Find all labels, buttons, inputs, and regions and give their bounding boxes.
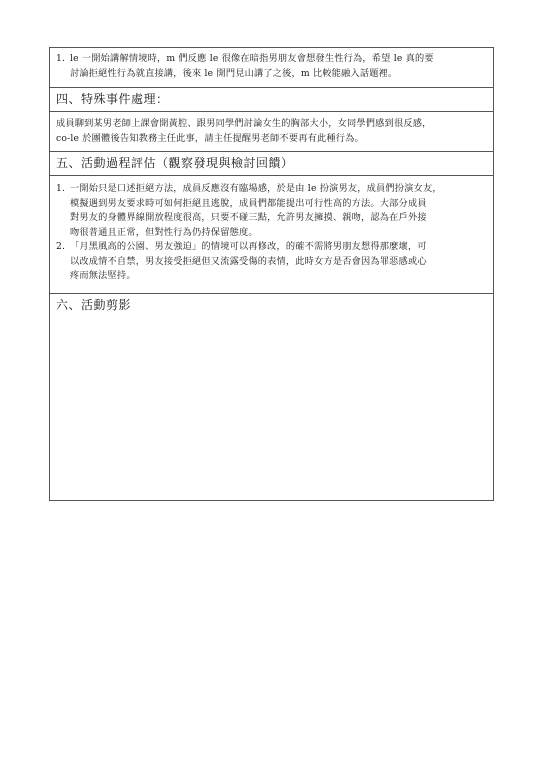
evaluation-item-2	[56, 240, 487, 284]
text-line: 「月黑風高的公園、男友強迫」的情境可以再修改，的確不需將男朋友想得那麼壞，可	[70, 241, 427, 252]
evaluation-item-1	[56, 182, 487, 240]
evaluation-heading: 五、活動過程評估（觀察發現與檢討回饋）	[56, 156, 294, 170]
text-line: 討論拒絕性行為就直接講，後來 le 開門見山講了之後，m 比較能融入話題裡。	[70, 67, 398, 79]
special-events-heading: 四、特殊事件處理：	[56, 92, 169, 106]
text-line: co-le 於團體後告知教務主任此事，請主任提醒男老師不要再有此種行為。	[56, 132, 364, 144]
activity-photos-section	[50, 294, 493, 500]
special-events-body	[50, 112, 493, 152]
activity-photos-heading: 六、活動剪影	[56, 298, 132, 312]
previous-section-continuation	[50, 48, 493, 88]
evaluation-header	[50, 152, 493, 176]
report-table	[49, 47, 494, 501]
text-line: 模擬遇到男友要求時可如何拒絕且逃脫，成員們都能提出可行性高的方法。大部分成員	[70, 197, 427, 209]
text-line: 吻很普通且正常，但對性行為仍持保留態度。	[70, 226, 258, 238]
list-number: 1.	[56, 53, 66, 64]
special-events-paragraph	[56, 117, 487, 146]
text-line: le 一開始講解情境時，m 們反應 le 很像在暗指男朋友會想發生性行為，希望 le 真的要	[70, 53, 434, 64]
list-number: 2.	[56, 241, 66, 252]
list-number: 1.	[56, 183, 66, 194]
evaluation-body	[50, 176, 493, 294]
text-line: 一開始只是口述拒絕方法，成員反應沒有臨場感，於是由 le 扮演男友，成員們扮演女友，	[70, 183, 442, 194]
top-list-item	[56, 52, 487, 81]
text-line: 疼而無法堅持。	[70, 270, 136, 281]
text-line: 以改成情不自禁，男友接受拒絕但又流露受傷的表情，此時女方是否會因為罪惡感或心	[70, 255, 427, 267]
special-events-header	[50, 88, 493, 112]
text-line: 成員聊到某男老師上課會開黃腔、跟男同學們討論女生的胸部大小，女同學們感到很反感，	[56, 118, 432, 129]
text-line: 對男友的身體界線開放程度很高，只要不碰三點，允許男友擁摸、親吻，認為在戶外接	[70, 212, 427, 223]
